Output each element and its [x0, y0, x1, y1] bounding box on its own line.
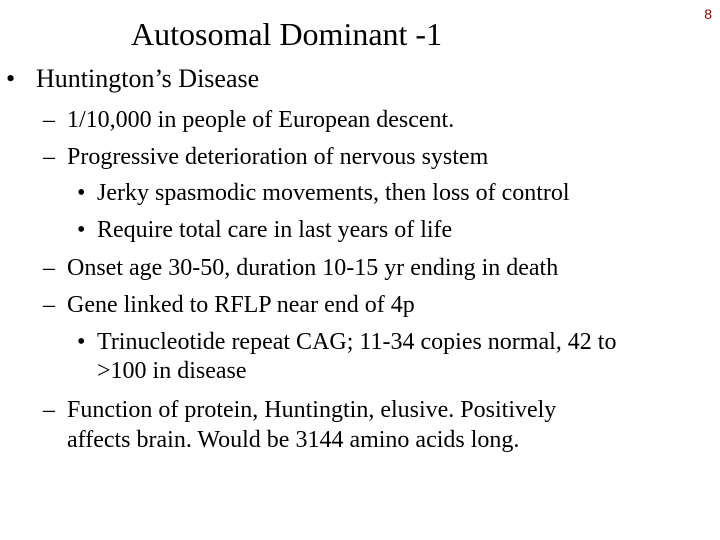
dash-marker: –: [43, 255, 55, 281]
dash-marker: –: [43, 107, 55, 133]
sub-bullet-text: Progressive deterioration of nervous system: [67, 144, 489, 170]
sub-bullet-prevalence: [43, 105, 454, 135]
nested-bullet-jerky-movements: [77, 178, 570, 208]
nested-bullet-continuation: >100 in disease: [97, 358, 247, 384]
nested-bullet-total-care: [77, 215, 452, 245]
sub-bullet-text: Gene linked to RFLP near end of 4p: [67, 292, 415, 318]
nested-bullet-text: Jerky spasmodic movements, then loss of control: [97, 180, 570, 206]
sub-bullet-protein-function: [43, 395, 556, 425]
sub-bullet-continuation: affects brain. Would be 3144 amino acids long.: [67, 427, 520, 453]
sub-bullet-text: Function of protein, Huntingtin, elusive. Positively: [67, 397, 557, 423]
nested-bullet-text: Trinucleotide repeat CAG; 11-34 copies normal, 42 to: [97, 329, 617, 355]
bullet-marker: •: [6, 64, 16, 93]
sub-bullet-gene-linked: [43, 290, 415, 320]
nested-bullet-text: Require total care in last years of life: [97, 217, 453, 243]
dash-marker: –: [43, 397, 55, 423]
bullet-text: Huntington’s Disease: [36, 64, 260, 93]
bullet-marker: •: [77, 329, 86, 355]
sub-bullet-onset-age: [43, 253, 558, 283]
bullet-marker: •: [77, 180, 86, 206]
sub-bullet-text: Onset age 30-50, duration 10-15 yr ending in death: [67, 255, 559, 281]
dash-marker: –: [43, 292, 55, 318]
bullet-marker: •: [77, 217, 86, 243]
slide-number: 8: [704, 6, 712, 22]
sub-bullet-text: 1/10,000 in people of European descent.: [67, 107, 455, 133]
sub-bullet-progressive-deterioration: [43, 142, 488, 172]
bullet-huntingtons-disease: [6, 63, 259, 95]
dash-marker: –: [43, 144, 55, 170]
slide-title: Autosomal Dominant -1: [131, 16, 443, 52]
nested-bullet-trinucleotide-repeat: [77, 327, 616, 357]
